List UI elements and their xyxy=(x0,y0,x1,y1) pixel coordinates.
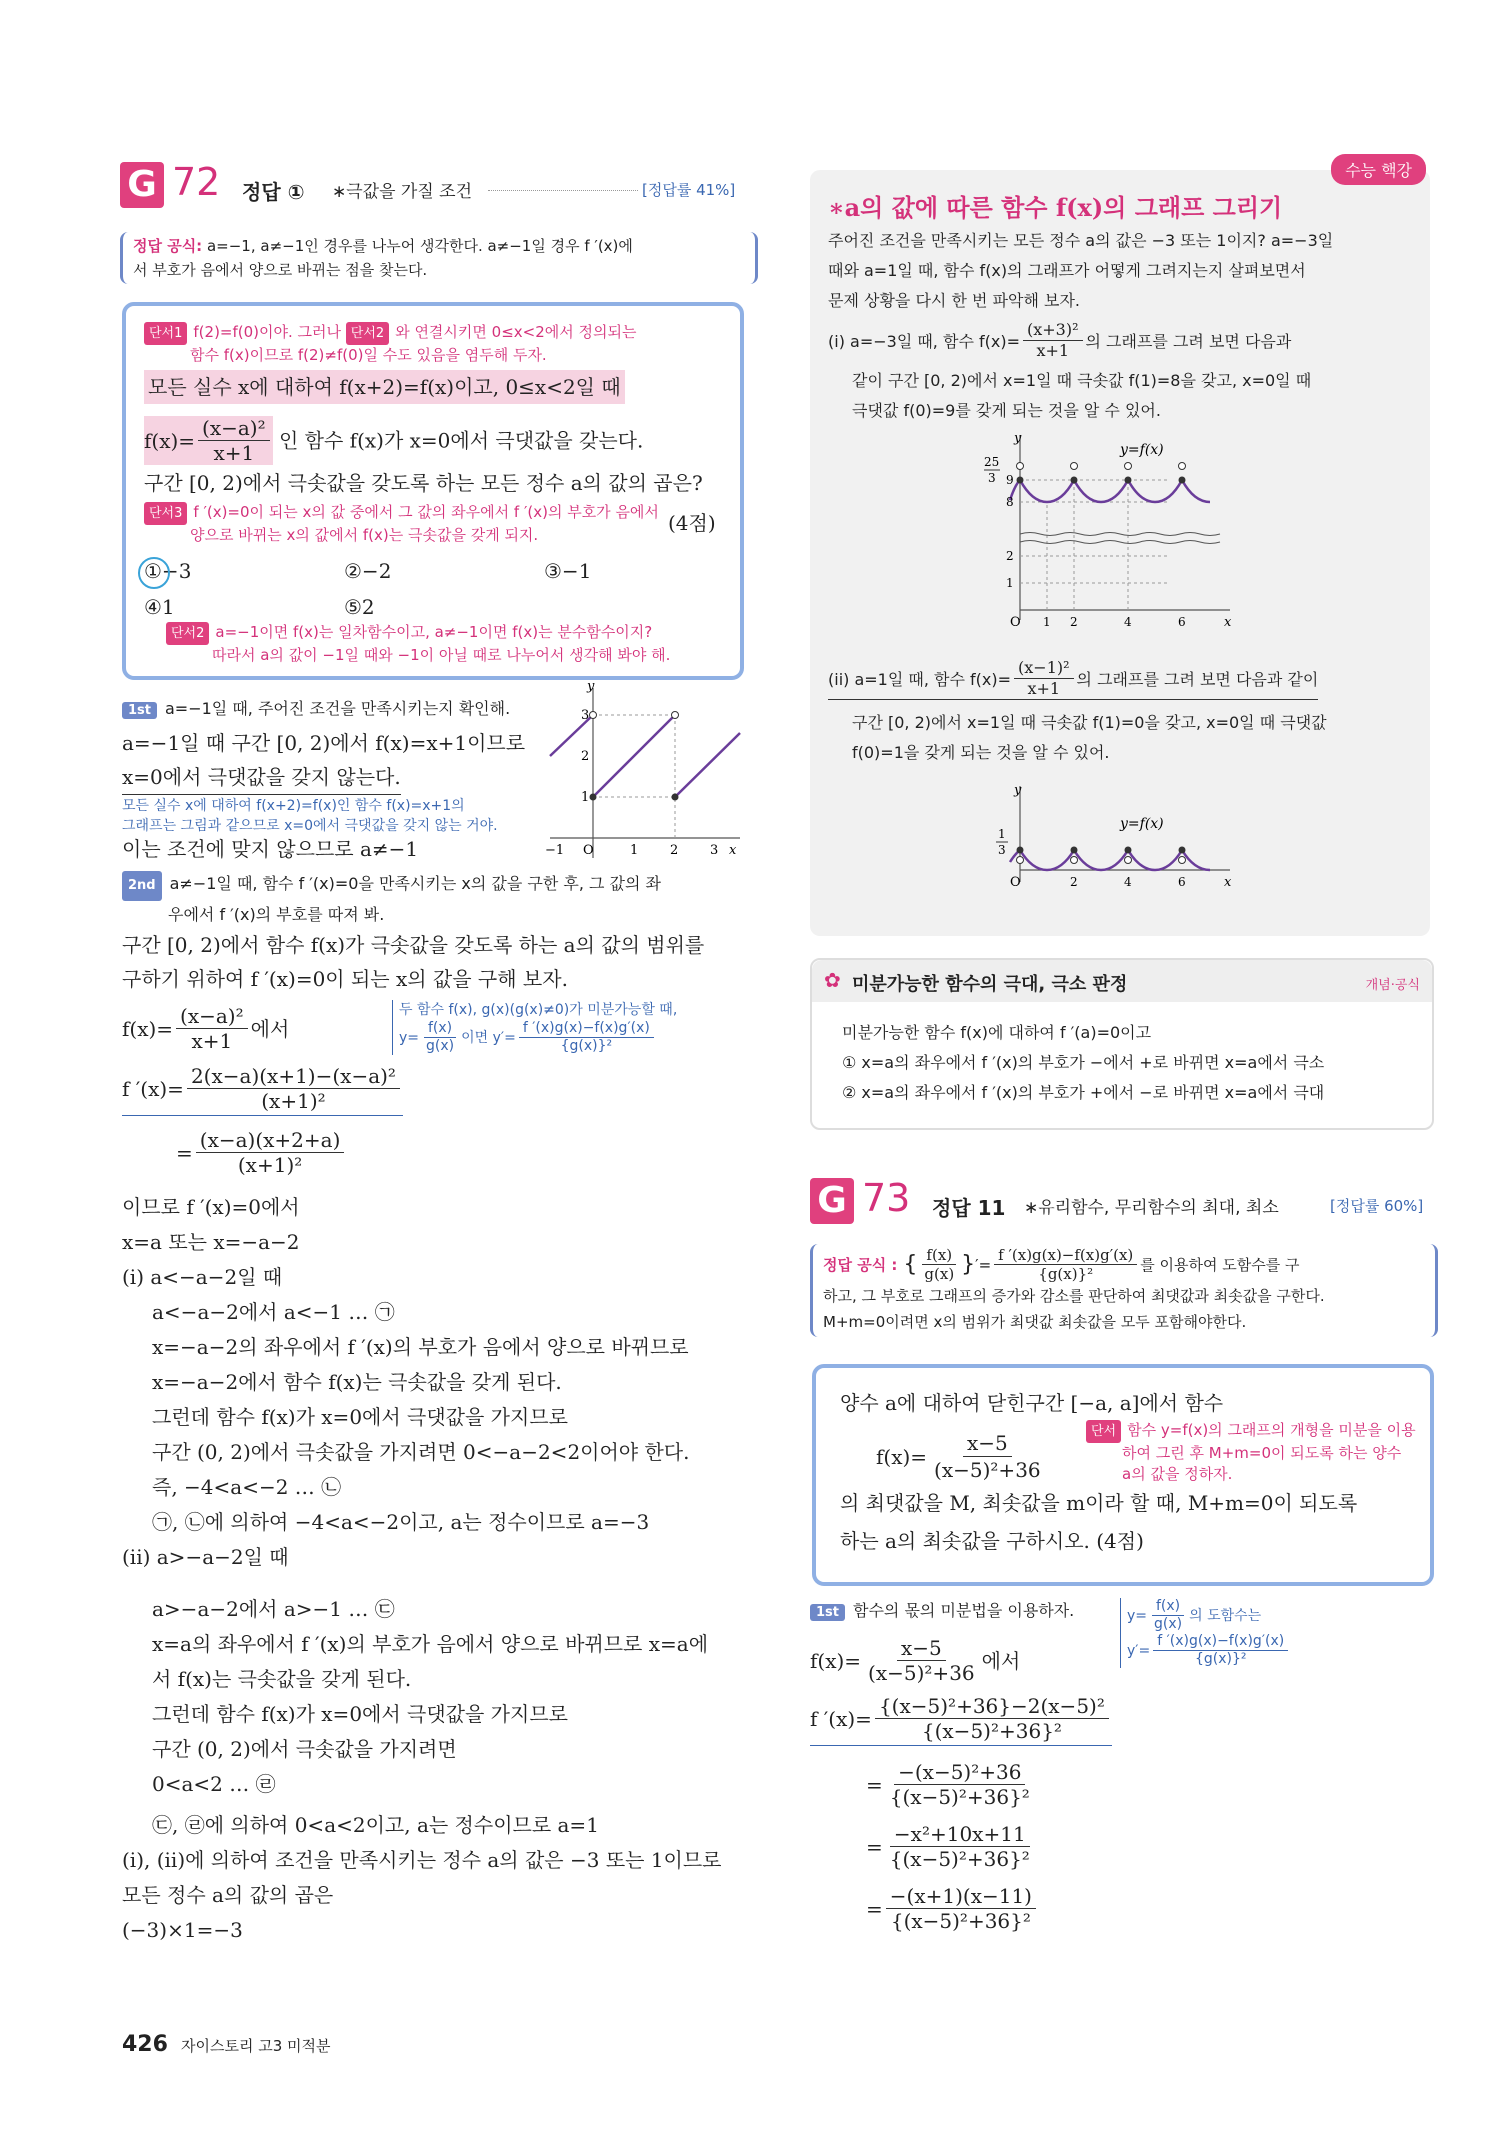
concept-l2: ① x=a의 좌우에서 f ′(x)의 부호가 −에서 +로 바뀌면 x=a에서 극소 xyxy=(842,1053,1325,1072)
g3-x2: 2 xyxy=(1070,875,1078,889)
s2-l2: 구하기 위하여 f ′(x)=0이 되는 x의 값을 구해 보자. xyxy=(122,967,568,991)
hint1-c: 함수 f(x)이므로 f(2)≠f(0)일 수도 있음을 염두해 두자. xyxy=(190,346,547,364)
g3-x: x xyxy=(1224,875,1232,890)
q72-fx-lhs: f(x)= xyxy=(144,428,196,453)
graph2 xyxy=(980,430,1240,630)
q73-f-tail: 를 이용하여 도함수를 구 xyxy=(1140,1255,1300,1274)
g2-x4: 4 xyxy=(1124,615,1132,629)
g2-y1: 1 xyxy=(1006,576,1014,590)
d-fx-lhs: f(x)= xyxy=(122,1016,174,1041)
g2-o: O xyxy=(1010,615,1021,630)
graph1 xyxy=(545,678,745,864)
q73-answer: 정답 11 xyxy=(932,1196,1006,1220)
c21: (−3)×1=−3 xyxy=(122,1918,243,1942)
g3-x4: 4 xyxy=(1124,875,1132,889)
d-note1: 두 함수 f(x), g(x)(g(x)≠0)가 미분가능할 때, xyxy=(399,1002,678,1018)
c16: 구간 (0, 2)에서 극솟값을 가지려면 xyxy=(152,1737,457,1761)
g2-x6: 6 xyxy=(1178,615,1186,629)
c10: ㉠, ㉡에 의하여 −4<a<−2이고, a는 정수이므로 a=−3 xyxy=(152,1510,650,1534)
c5: x=−a−2의 좌우에서 f ′(x)의 부호가 음에서 양으로 바뀌므로 xyxy=(152,1335,689,1359)
side-ii-d: f(0)=1을 갖게 되는 것을 알 수 있어. xyxy=(852,743,1110,762)
choice-4[interactable]: ④1 xyxy=(144,595,175,619)
choice-1[interactable]: ①−3 xyxy=(144,559,192,583)
choice-1-circle xyxy=(138,557,170,589)
d-fx-num: (x−a)² xyxy=(176,1004,248,1029)
q72-topic: ∗극값을 가질 조건 xyxy=(332,182,473,202)
q72-formula-label: 정답 공식: xyxy=(133,237,203,255)
c1: 이므로 f ′(x)=0에서 xyxy=(122,1195,300,1219)
hint1-tag2: 단서2 xyxy=(346,322,389,345)
fp-num1: 2(x−a)(x+1)−(x−a)² xyxy=(187,1064,400,1089)
g3-o: O xyxy=(1010,875,1021,890)
hint3-a: f ′(x)=0이 되는 x의 값 중에서 그 값의 좌우에서 f ′(x)의 부호가 음에서 xyxy=(193,503,659,521)
step2-tag: 2nd xyxy=(122,871,162,901)
s1-note xyxy=(122,796,498,836)
d-note xyxy=(392,1000,677,1055)
c20: 모든 정수 a의 값의 곱은 xyxy=(122,1883,334,1907)
q73-s-n2: −(x−5)²+36 xyxy=(894,1760,1025,1785)
side-i-b: 의 그래프를 그려 보면 다음과 xyxy=(1085,332,1292,351)
s2-l1: 구간 [0, 2)에서 함수 f(x)가 극솟값을 갖도록 하는 a의 값의 범위를 xyxy=(122,933,705,957)
hint1-b: 와 연결시키면 0≤x<2에서 정의되는 xyxy=(395,323,637,341)
g1-ylabel: y xyxy=(587,679,595,694)
q72-hint2 xyxy=(166,622,670,666)
q73-hint xyxy=(1086,1420,1416,1485)
q73-note-num2: f ′(x)g(x)−f(x)g′(x) xyxy=(1153,1633,1288,1651)
d-note2-den: g(x) xyxy=(426,1038,455,1054)
q73-f-l3: M+m=0이려면 x의 범위가 최댓값 최솟값을 모두 포함해야한다. xyxy=(823,1313,1247,1331)
fp-eq: = xyxy=(176,1140,193,1165)
q72-problem-box xyxy=(122,302,744,680)
hint3-tag: 단서3 xyxy=(144,502,187,525)
q73-s-n1: {(x−5)²+36}−2(x−5)² xyxy=(875,1694,1109,1719)
page-number: 426 xyxy=(122,2032,168,2057)
q73-s-fx xyxy=(810,1636,1020,1685)
hint2-a: a=−1이면 f(x)는 일차함수이고, a≠−1이면 f(x)는 분수함수이지? xyxy=(215,623,653,641)
side-i-line xyxy=(828,320,1291,361)
g1-ty1: 1 xyxy=(581,790,590,805)
book-title: 자이스토리 고3 미적분 xyxy=(181,2037,331,2055)
q72-line2 xyxy=(144,416,643,465)
g1-tx2: 1 xyxy=(630,843,639,858)
q72-formula xyxy=(120,232,758,284)
concept-l3: ② x=a의 좌우에서 f ′(x)의 부호가 +에서 −로 바뀌면 x=a에서 극대 xyxy=(842,1083,1325,1102)
g2-x2: 2 xyxy=(1070,615,1078,629)
q73-hint-a: 함수 y=f(x)의 그래프의 개형을 미분을 이용 xyxy=(1127,1421,1416,1439)
c11: (ii) a>−a−2일 때 xyxy=(122,1545,289,1569)
q73-p-fx xyxy=(876,1430,1048,1483)
q73-p-den: (x−5)²+36 xyxy=(934,1458,1041,1482)
q73-s-eq2-sign: = xyxy=(866,1772,883,1797)
footer xyxy=(122,2032,331,2057)
q73-step1 xyxy=(810,1598,1074,1621)
q73-step1-tag: 1st xyxy=(810,1604,845,1621)
fp-num2: (x−a)(x+2+a) xyxy=(196,1128,345,1153)
choice-2[interactable]: ②−2 xyxy=(344,559,392,583)
q72-formula-text1: a=−1, a≠−1인 경우를 나누어 생각한다. a≠−1일 경우 f ′(x)에 xyxy=(206,237,633,255)
g1-tx3: 2 xyxy=(670,843,679,858)
q73-s-fp-lhs: f ′(x)= xyxy=(810,1706,872,1731)
q72-badge: G xyxy=(120,162,164,208)
side-p3: 문제 상황을 다시 한 번 파악해 보자. xyxy=(828,291,1080,310)
side-ii-num: (x−1)² xyxy=(1014,658,1074,679)
q73-note-den2: {g(x)}² xyxy=(1194,1651,1247,1667)
d-note2-b: 이면 y′= xyxy=(461,1029,516,1046)
side-ii-c: 구간 [0, 2)에서 x=1일 때 극솟값 f(1)=0을 갖고, x=0일 때 극댓값 xyxy=(852,713,1327,732)
c14: 서 f(x)는 극솟값을 갖게 된다. xyxy=(152,1667,412,1691)
concept-label: 개념·공식 xyxy=(1365,978,1420,993)
q73-s-d4: {(x−5)²+36}² xyxy=(890,1909,1031,1933)
q72-header xyxy=(120,162,740,212)
q73-step1-title: 함수의 몫의 미분법을 이용하자. xyxy=(853,1601,1075,1620)
s1-l2: x=0에서 극댓값을 갖지 않는다. xyxy=(122,760,401,795)
hint1-tag: 단서1 xyxy=(144,322,187,345)
q72-dots xyxy=(488,190,638,191)
concept-body xyxy=(842,1018,1324,1108)
side-i-d: 극댓값 f(0)=9를 갖게 되는 것을 알 수 있어. xyxy=(852,401,1161,420)
g2-x: x xyxy=(1224,615,1232,630)
choice-5[interactable]: ⑤2 xyxy=(344,595,375,619)
q73-hint-tag: 단서 xyxy=(1086,1420,1121,1443)
c17: 0<a<2 … ㉣ xyxy=(152,1772,276,1796)
q72-number: 72 xyxy=(172,160,221,204)
q72-step2 xyxy=(122,870,661,929)
fp-den2: (x+1)² xyxy=(237,1153,303,1177)
q73-note-a: y= xyxy=(1127,1607,1148,1624)
concept-box xyxy=(810,958,1434,1130)
q73-s-eq3-sign: = xyxy=(866,1834,883,1859)
g1-xlabel: x xyxy=(729,843,737,858)
q73-hint-b: 하여 그린 후 M+m=0이 되도록 하는 양수 xyxy=(1122,1444,1402,1462)
q73-s-den: (x−5)²+36 xyxy=(868,1661,975,1685)
q73-note-den: g(x) xyxy=(1154,1616,1183,1632)
q72-formula-text2: 서 부호가 음에서 양으로 바뀌는 점을 찾는다. xyxy=(133,261,428,279)
d-note2-num: f(x) xyxy=(424,1020,456,1038)
side-title: ∗a의 값에 따른 함수 f(x)의 그래프 그리기 xyxy=(828,193,1283,222)
q73-formula-label: 정답 공식 : xyxy=(823,1255,898,1274)
q72-hint3 xyxy=(144,502,659,546)
d-note2-num2: f ′(x)g(x)−f(x)g′(x) xyxy=(519,1020,654,1038)
g1-tx1: O xyxy=(583,843,594,858)
hint1-a: f(2)=f(0)이야. 그러나 xyxy=(193,323,342,341)
c7: 그런데 함수 f(x)가 x=0에서 극댓값을 가지므로 xyxy=(152,1405,568,1429)
c13: x=a의 좌우에서 f ′(x)의 부호가 음에서 양으로 바뀌므로 x=a에 xyxy=(152,1632,709,1656)
q73-f-num: f(x) xyxy=(922,1246,956,1265)
side-i-c: 같이 구간 [0, 2)에서 x=1일 때 극솟값 f(1)=8을 갖고, x=0일 때 xyxy=(852,371,1312,390)
c3: (i) a<−a−2일 때 xyxy=(122,1265,283,1289)
side-i-num: (x+3)² xyxy=(1023,320,1083,341)
concept-title: 미분가능한 함수의 극대, 극소 판정 xyxy=(852,974,1128,995)
q72-hint1 xyxy=(144,322,636,366)
q73-s-num: x−5 xyxy=(897,1636,946,1661)
side-ii-a: (ii) a=1일 때, 함수 f(x)= xyxy=(828,670,1012,689)
q73-note xyxy=(1120,1598,1291,1668)
s1-note1: 모든 실수 x에 대하여 f(x+2)=f(x)인 함수 f(x)=x+1의 xyxy=(122,798,465,814)
q73-f-eq: ′= xyxy=(975,1255,992,1274)
side-ii-den: x+1 xyxy=(1027,679,1061,698)
q72-answer: 정답 ① xyxy=(242,180,305,204)
choice-3[interactable]: ③−1 xyxy=(544,559,592,583)
concept-star-icon: ✿ xyxy=(824,968,841,992)
c19: (i), (ii)에 의하여 조건을 만족시키는 정수 a의 값은 −3 또는 1이므로 xyxy=(122,1848,722,1872)
concept-l1: 미분가능한 함수 f(x)에 대하여 f ′(a)=0이고 xyxy=(842,1023,1152,1042)
q73-formula: 정답 공식 : { $\frac{f(x)}{g(x)}$ } ′= $\frac{f '(x)g(x)-f(x)g'(x)}{\text{\{g(x)\}²}}$ 를 이용하여 도함수를 구 하고, 그 부호로 그래프의 증가와 감소를 판단하여 최댓값과 최솟값을 구한다. M+m=0이려면 x의 범위가 최댓값 최솟값을 모두 포함해야한다. xyxy=(810,1244,1438,1337)
hint2-tag: 단서2 xyxy=(166,622,209,645)
c2: x=a 또는 x=−a−2 xyxy=(122,1230,300,1254)
q72-line1: 모든 실수 x에 대하여 f(x+2)=f(x)이고, 0≤x<2일 때 xyxy=(144,370,625,404)
q73-s-d1: {(x−5)²+36}² xyxy=(921,1719,1062,1743)
side-ii-b: 의 그래프를 그려 보면 다음과 같이 xyxy=(1076,670,1319,689)
q73-f-den: g(x) xyxy=(924,1265,955,1283)
q73-s-eq3 xyxy=(866,1822,1037,1871)
side-i-den: x+1 xyxy=(1036,341,1070,360)
q73-f-l2: 하고, 그 부호로 그래프의 증가와 감소를 판단하여 최댓값과 최솟값을 구한다. xyxy=(823,1287,1325,1305)
g2-y25-num: 25 xyxy=(984,455,1000,469)
side-p2: 때와 a=1일 때, 함수 f(x)의 그래프가 어떻게 그려지는지 살펴보면서 xyxy=(828,261,1306,280)
step2-title2: 우에서 f ′(x)의 부호를 따져 봐. xyxy=(168,905,385,924)
q73-s-d3: {(x−5)²+36}² xyxy=(889,1847,1030,1871)
s1-l1: a=−1일 때 구간 [0, 2)에서 f(x)=x+1이므로 xyxy=(122,731,526,755)
g2-y8: 8 xyxy=(1006,495,1014,509)
hint3-b: 양으로 바뀌는 x의 값에서 f(x)는 극솟값을 갖게 되지. xyxy=(190,526,539,544)
q72-fx-num: (x−a)² xyxy=(198,416,270,441)
hint2-b: 따라서 a의 값이 −1일 때와 −1이 아닐 때로 나누어서 생각해 봐야 해. xyxy=(212,646,671,664)
q73-s-n4: −(x+1)(x−11) xyxy=(886,1884,1036,1909)
side-tag: 수능 핵강 xyxy=(1331,154,1426,185)
g1-ty2: 2 xyxy=(581,749,590,764)
side-i-a: (i) a=−3일 때, 함수 f(x)= xyxy=(828,332,1020,351)
q73-s-n3: −x²+10x+11 xyxy=(890,1822,1030,1847)
g2-y9: 9 xyxy=(1006,473,1014,487)
side-ii-rest xyxy=(852,708,1327,768)
c12: a>−a−2에서 a>−1 … ㉢ xyxy=(152,1597,395,1621)
g2-y25-den: 3 xyxy=(988,471,996,485)
d-fx-tail: 에서 xyxy=(250,1016,290,1041)
fp2 xyxy=(176,1128,347,1177)
d-note2-den2: {g(x)}² xyxy=(560,1038,613,1054)
q73-s-eq4-sign: = xyxy=(866,1896,883,1921)
q73-number: 73 xyxy=(862,1176,911,1220)
q73-p-l2: 의 최댓값을 M, 최솟값을 m이라 할 때, M+m=0이 되도록 xyxy=(840,1491,1358,1515)
step1-title: a=−1일 때, 주어진 조건을 만족시키는지 확인해. xyxy=(165,699,511,718)
q73-s-tail: 에서 xyxy=(981,1648,1021,1673)
q72-rate: [정답률 41%] xyxy=(642,181,736,199)
q73-s-eq4 xyxy=(866,1884,1039,1933)
q73-p-l3: 하는 a의 최솟값을 구하시오. (4점) xyxy=(840,1529,1144,1553)
step2-title1: a≠−1일 때, 함수 f ′(x)=0을 만족시키는 x의 값을 구한 후, 그 값의 좌 xyxy=(169,874,662,893)
side-i-rest xyxy=(852,366,1311,426)
g1-tx0: −1 xyxy=(545,843,565,858)
q72-fx-den: x+1 xyxy=(213,441,255,465)
c18: ㉢, ㉣에 의하여 0<a<2이고, a는 정수이므로 a=1 xyxy=(152,1813,599,1837)
q73-s-eq2 xyxy=(866,1760,1037,1809)
d-fx xyxy=(122,1004,289,1053)
q73-note-num: f(x) xyxy=(1152,1598,1184,1616)
q73-s-fp xyxy=(810,1694,1112,1746)
g3-fn: y=f(x) xyxy=(1120,816,1164,832)
q73-s-d2: {(x−5)²+36}² xyxy=(889,1785,1030,1809)
g3-y13-den: 3 xyxy=(998,843,1006,857)
side-panel xyxy=(810,161,1430,936)
q73-topic: ∗유리함수, 무리함수의 최대, 최소 xyxy=(1024,1198,1279,1218)
g1-ty3: 3 xyxy=(581,708,590,723)
step1-tag: 1st xyxy=(122,702,157,719)
d-note2-a: y= xyxy=(399,1029,420,1046)
q73-note-b: 의 도함수는 xyxy=(1189,1607,1262,1624)
q73-f-den2: {g(x)}² xyxy=(1038,1265,1094,1283)
s1-note2: 그래프는 그림과 같으므로 x=0에서 극댓값을 갖지 않는 거야. xyxy=(122,818,498,834)
q73-header xyxy=(810,1178,1430,1228)
q72-line2-tail: 인 함수 f(x)가 x=0에서 극댓값을 갖는다. xyxy=(279,428,644,453)
q73-p-num: x−5 xyxy=(963,1430,1012,1457)
g3-x6: 6 xyxy=(1178,875,1186,889)
side-intro xyxy=(828,226,1333,316)
g2-fn: y=f(x) xyxy=(1120,442,1164,458)
fp-lhs: f ′(x)= xyxy=(122,1076,184,1101)
g2-y2: 2 xyxy=(1006,549,1014,563)
q73-s-fx-lhs: f(x)= xyxy=(810,1648,862,1673)
c9: 즉, −4<a<−2 … ㉡ xyxy=(152,1475,342,1499)
s1-l3: 이는 조건에 맞지 않으므로 a≠−1 xyxy=(122,837,419,861)
g1-tx4: 3 xyxy=(710,843,719,858)
q73-p-l1: 양수 a에 대하여 닫힌구간 [−a, a]에서 함수 xyxy=(840,1391,1224,1415)
c6: x=−a−2에서 함수 f(x)는 극솟값을 갖게 된다. xyxy=(152,1370,562,1394)
side-p1: 주어진 조건을 만족시키는 모든 정수 a의 값은 −3 또는 1이지? a=−3일 xyxy=(828,231,1334,250)
d-fx-den: x+1 xyxy=(191,1029,233,1053)
side-ii-line xyxy=(828,658,1318,700)
q72-points: (4점) xyxy=(668,511,716,535)
c15: 그런데 함수 f(x)가 x=0에서 극댓값을 가지므로 xyxy=(152,1702,568,1726)
q72-step1 xyxy=(122,696,510,719)
q73-rate: [정답률 60%] xyxy=(1330,1197,1424,1215)
graph3 xyxy=(980,782,1240,892)
fp1 xyxy=(122,1064,403,1116)
c4: a<−a−2에서 a<−1 … ㉠ xyxy=(152,1300,395,1324)
q73-badge: G xyxy=(810,1178,854,1224)
q73-f-num2: f ′(x)g(x)−f(x)g′(x) xyxy=(994,1246,1137,1265)
q73-p-fx-lhs: f(x)= xyxy=(876,1444,928,1469)
q73-note-c: y′= xyxy=(1127,1642,1151,1659)
g3-y: y xyxy=(1014,783,1022,798)
g2-y: y xyxy=(1014,431,1022,446)
q73-hint-c: a의 값을 정하자. xyxy=(1122,1465,1233,1483)
c8: 구간 (0, 2)에서 극솟값을 가지려면 0<−a−2<2이어야 한다. xyxy=(152,1440,690,1464)
fp-den1: (x+1)² xyxy=(261,1089,326,1113)
g2-x1: 1 xyxy=(1043,615,1051,629)
q73-problem-box xyxy=(812,1364,1434,1586)
g3-y1: 1 xyxy=(998,827,1006,841)
q72-line3: 구간 [0, 2)에서 극솟값을 갖도록 하는 모든 정수 a의 값의 곱은? xyxy=(144,471,703,495)
